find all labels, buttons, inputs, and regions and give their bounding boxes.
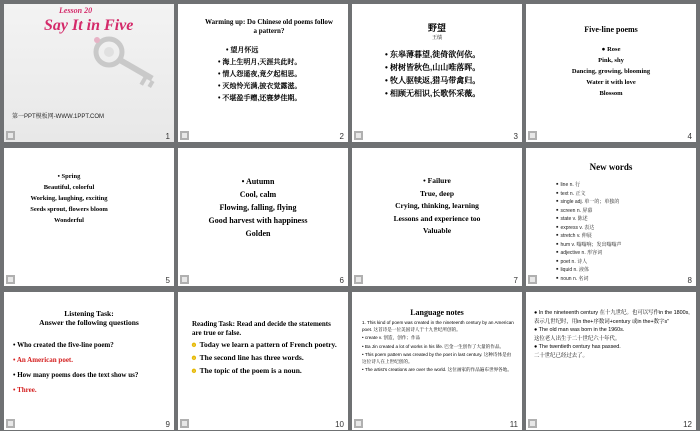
slide-transition-icon [180,131,189,140]
slide-heading: Warming up: Do Chinese old poems follow a pattern? [205,18,333,35]
poem-line: • 牧人驱犊返,猎马带禽归。 [385,74,480,87]
poem-line: • 情人怨遥夜,竟夕起相思。 [218,69,301,81]
slide-thumbnail-9[interactable] [4,292,174,430]
slide-thumbnail-4[interactable] [526,4,696,142]
note-item: ● The twentieth century has passed. [534,344,621,350]
poem-line: Pink, shy [598,57,624,64]
slide-number: 3 [513,132,518,141]
note-item: ● The old man was born in the 1960s. [534,327,625,333]
note-item: 这位老人出生于二十世纪六十年代。 [534,335,621,342]
poem-line: • 树树皆秋色,山山唯落晖。 [385,61,480,74]
bullet-icon: ● [534,327,538,333]
poem-line: • 相顾无相识,长歌怀采薇。 [385,87,480,100]
slide-number: 12 [683,420,692,429]
word-item: ▪ text n. 正文 [556,190,621,199]
question-item: • Who created the five-line poem? [13,338,138,353]
slide-transition-icon [528,419,537,428]
answer-item: • An American poet. [13,353,138,368]
poem-line: • Spring [57,173,81,180]
poem-line: • 灭烛怜光满,披衣觉露滋。 [218,81,301,93]
slide-title: Say It in Five [44,17,134,34]
answer-item: • Three. [13,383,138,398]
word-item: ▪ single adj. 单一的；单独的 [556,198,621,207]
slide-number: 10 [335,420,344,429]
slide-number: 9 [165,420,170,429]
slide-number: 5 [165,276,170,285]
poem-line: Water it with love [586,79,636,86]
word-item: ▪ state v. 陈述 [556,215,621,224]
poem-line: • 不堪盈手赠,还寝梦佳期。 [218,93,301,105]
poem-line: Crying, thinking, learning [395,201,479,210]
statement-item: ☻ The topic of the poem is a noun. [190,366,302,375]
slide-number: 8 [687,276,692,285]
slide-title: Five-line poems [584,25,638,34]
bullet-icon: ● [534,344,538,350]
poem-line: • Autumn [241,177,275,186]
poem-line: Valuable [422,226,452,235]
slide-lesson-label: Lesson 20 [59,6,93,15]
poem-line: Good harvest with happiness [208,216,308,225]
slide-thumbnail-11[interactable] [352,292,522,430]
key-icon [89,32,169,102]
note-item: ● In the nineteenth century 在十九世纪。也可以写作in the 1800s,表示几世纪时，用in the+序数词+century 或in the+数字s” [534,310,690,325]
poem-line: Beautiful, colorful [43,184,95,191]
note-item: 1. This kind of poem was created in the nineteenth century by an American poet. 这首诗是一位美国诗人于十九世纪所创的。 [362,320,514,332]
slide-subtitle: • 望月怀远 [218,45,301,57]
poem-line: Cool, calm [239,190,277,199]
slide-number: 11 [509,420,518,429]
slide-transition-icon [354,131,363,140]
word-item: ▪ line n. 行 [556,181,621,190]
note-item: • Ba Jin created a lot of works in his life. 巴金一生创作了大量的作品。 [362,344,514,351]
poem-line: ● Rose [601,46,621,53]
word-item: ▪ liquid n. 液体 [556,266,621,275]
word-item: ▪ stretch v. 伸展 [556,232,621,241]
poem-line: Golden [245,229,271,238]
slide-transition-icon [354,419,363,428]
word-item: ▪ express v. 表达 [556,224,621,233]
slide-transition-icon [354,275,363,284]
slide-heading: Reading Task: Read and decide the statements are true or false. [192,320,331,337]
word-item: ▪ poet n. 诗人 [556,258,621,267]
bullet-icon: ● [534,310,538,316]
word-item: ▪ screen n. 屏幕 [556,207,621,216]
note-item: 二十世纪已经过去了。 [534,352,588,359]
slide-title: New words [589,162,633,172]
slide-transition-icon [6,131,15,140]
slide-transition-icon [528,275,537,284]
slide-thumbnail-1[interactable] [4,4,174,142]
slide-transition-icon [180,275,189,284]
poem-line: True, deep [419,188,455,198]
note-item: • create v. 创造，创作；作品 [362,335,514,342]
slide-thumbnail-5[interactable] [4,148,174,286]
smiley-icon: ☻ [190,366,198,375]
poem-line: Seeds sprout, flowers bloom [30,206,108,213]
slide-thumbnail-2[interactable] [178,4,348,142]
slide-transition-icon [180,419,189,428]
word-item: ▪ adjective n. 形容词 [556,249,621,258]
slide-transition-icon [6,419,15,428]
word-item: ▪ noun n. 名词 [556,275,621,284]
question-item: • How many poems does the text show us? [13,368,138,383]
poem-line: Dancing, growing, blooming [571,68,651,75]
slide-author: 王绩 [431,35,442,41]
slide-thumbnail-12[interactable] [526,292,696,430]
poem-line: Flowing, falling, flying [219,203,297,212]
poem-line: Blossom [599,90,623,97]
word-item: ▪ hum v. 嗡嗡响；发出嗡嗡声 [556,241,621,250]
slide-heading: Listening Task: [64,309,114,318]
smiley-icon: ☻ [190,353,198,362]
slide-thumbnail-10[interactable] [178,292,348,430]
slide-transition-icon [6,275,15,284]
slide-thumbnail-8[interactable] [526,148,696,286]
slide-thumbnail-7[interactable] [352,148,522,286]
slide-thumbnail-6[interactable] [178,148,348,286]
slide-number: 7 [513,276,518,285]
poem-line: Wonderful [54,217,84,224]
poem-line: Working, laughing, exciting [30,195,108,202]
slide-title: Language notes [410,308,464,317]
poem-line: • 海上生明月,天涯共此时。 [218,57,301,69]
slide-footer: 第一PPT模板网-WWW.1PPT.COM [12,114,104,120]
slide-number: 4 [687,132,692,141]
smiley-icon: ☻ [190,340,198,349]
slide-number: 1 [165,132,170,141]
slide-number: 2 [339,132,344,141]
slide-title: 野望 [427,23,446,33]
slide-thumbnail-3[interactable] [352,4,522,142]
poem-line: • 东皋薄暮望,徙倚欲何依。 [385,48,480,61]
note-item: • The artist's creations are over the world. 这位画家的作品遍布世界各地。 [362,367,514,374]
slide-transition-icon [528,131,537,140]
poem-line: Lessons and experience too [393,213,481,223]
note-item: • This poem pattern was created by the poet in last century. 这种诗体是由这位诗人在上世纪创的。 [362,352,514,365]
poem-line: • Failure [423,176,451,185]
slide-number: 6 [339,276,344,285]
statement-item: ☻ The second line has three words. [190,353,304,362]
statement-item: ☻ Today we learn a pattern of French poetry. [190,340,337,349]
slide-subheading: Answer the following questions [39,318,139,327]
